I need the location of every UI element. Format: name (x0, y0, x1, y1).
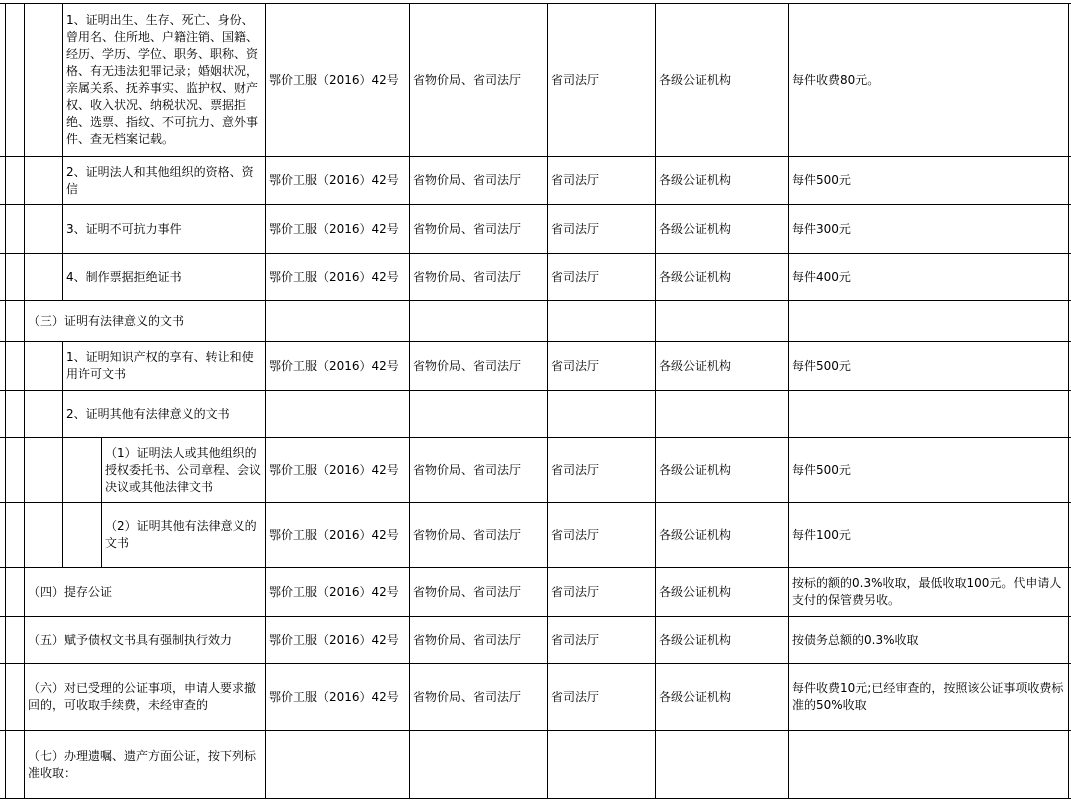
basis-cell (266, 617, 409, 663)
collector-cell (656, 503, 788, 567)
pricing-dept-cell (410, 254, 547, 300)
standard-cell (789, 342, 1068, 390)
item-cell (102, 438, 265, 502)
pricing-dept-cell (410, 664, 547, 730)
basis-cell (266, 664, 409, 730)
item-cell (63, 157, 265, 204)
pricing-dept-text: 省物价局、省司法厅 (413, 173, 522, 187)
item-text: （1）证明法人或其他组织的授权委托书、公司章程、会议决议或其他法律文书 (105, 445, 262, 494)
standard-cell (789, 4, 1068, 156)
basis-text: 鄂价工服（2016）42号 (269, 173, 399, 187)
supervisor-text: 省司法厅 (551, 269, 600, 284)
basis-text: 鄂价工服（2016）42号 (269, 269, 399, 284)
item-cell (63, 10, 265, 150)
item-cell (102, 503, 265, 567)
supervisor-text: 省司法厅 (551, 72, 600, 87)
item-text: 1、证明出生、生存、死亡、身份、曾用名、住所地、户籍注销、国籍、经历、学历、学位、职务、职称、资格、有无违法犯罪记录；婚姻状况，亲属关系、抚养事实、监护权、财产权、收入状况、纳税状况、票据拒绝、选票、指纹、不可抗力、意外事件、查无档案记载。 (66, 13, 259, 146)
pricing-dept-cell (410, 157, 547, 204)
pricing-dept-text: 省物价局、省司法厅 (413, 269, 522, 284)
supervisor-text: 省司法厅 (551, 632, 600, 647)
standard-text: 每件300元 (792, 221, 851, 236)
collector-text: 各级公证机构 (659, 358, 732, 373)
row-border (0, 798, 1071, 799)
collector-text: 各级公证机构 (659, 173, 732, 187)
basis-text: 鄂价工服（2016）42号 (269, 221, 399, 236)
pricing-dept-text: 省物价局、省司法厅 (413, 72, 522, 87)
basis-text: 鄂价工服（2016）42号 (269, 462, 399, 477)
basis-cell (266, 254, 409, 300)
collector-text: 各级公证机构 (659, 689, 732, 704)
item-cell (63, 254, 265, 300)
supervisor-cell (548, 4, 655, 156)
basis-text: 鄂价工服（2016）42号 (269, 72, 399, 87)
collector-text: 各级公证机构 (659, 72, 732, 87)
item-text: （六）对已受理的公证事项，申请人要求撤回的，可收取手续费，未经审查的 (28, 681, 257, 712)
basis-cell (266, 4, 409, 156)
item-text: （五）赋予债权文书具有强制执行效力 (28, 632, 233, 647)
standard-cell (789, 254, 1068, 300)
collector-cell (656, 205, 788, 253)
collector-text: 各级公证机构 (659, 584, 732, 599)
basis-text: 鄂价工服（2016）42号 (269, 689, 399, 704)
pricing-dept-text: 省物价局、省司法厅 (413, 689, 522, 704)
collector-cell (656, 438, 788, 502)
supervisor-cell (548, 254, 655, 300)
section-heading (25, 731, 265, 798)
basis-cell (266, 342, 409, 390)
basis-cell (266, 568, 409, 616)
supervisor-text: 省司法厅 (551, 358, 600, 373)
collector-cell (656, 157, 788, 204)
collector-cell (656, 664, 788, 730)
standard-cell (789, 568, 1068, 616)
standard-cell (789, 503, 1068, 567)
item-cell (63, 342, 265, 390)
basis-cell (266, 205, 409, 253)
supervisor-text: 省司法厅 (551, 584, 600, 599)
pricing-dept-cell (410, 617, 547, 663)
item-text: （四）提存公证 (28, 584, 113, 599)
pricing-dept-cell (410, 342, 547, 390)
standard-cell (789, 438, 1068, 502)
section-heading (25, 301, 265, 341)
basis-text: 鄂价工服（2016）42号 (269, 358, 399, 373)
collector-text: 各级公证机构 (659, 632, 732, 647)
pricing-dept-cell (410, 205, 547, 253)
collector-cell (656, 568, 788, 616)
basis-cell (266, 438, 409, 502)
pricing-dept-text: 省物价局、省司法厅 (413, 358, 522, 373)
standard-text: 每件收费10元;已经审查的，按照该公证事项收费标准的50%收取 (792, 681, 1064, 712)
item-text: 1、证明知识产权的享有、转让和使用许可文书 (66, 350, 254, 381)
supervisor-cell (548, 617, 655, 663)
standard-text: 每件500元 (792, 462, 851, 477)
item-text: 2、证明法人和其他组织的资格、资信 (66, 164, 254, 196)
pricing-dept-cell (410, 503, 547, 567)
supervisor-text: 省司法厅 (551, 527, 600, 542)
supervisor-text: 省司法厅 (551, 221, 600, 236)
item-text: 3、证明不可抗力事件 (66, 221, 182, 236)
standard-text: 每件400元 (792, 269, 851, 284)
collector-text: 各级公证机构 (659, 462, 732, 477)
standard-cell (789, 157, 1068, 204)
collector-text: 各级公证机构 (659, 269, 732, 284)
standard-text: 每件500元 (792, 358, 851, 373)
pricing-dept-text: 省物价局、省司法厅 (413, 584, 522, 599)
item-text: 4、制作票据拒绝证书 (66, 269, 182, 284)
supervisor-cell (548, 205, 655, 253)
standard-text: 每件收费80元。 (792, 72, 880, 87)
subsection-heading (63, 391, 265, 437)
pricing-dept-text: 省物价局、省司法厅 (413, 632, 522, 647)
collector-text: 各级公证机构 (659, 527, 732, 542)
standard-text: 按标的额的0.3%收取，最低收取100元。代申请人支付的保管费另收。 (792, 576, 1062, 607)
collector-cell (656, 617, 788, 663)
pricing-dept-text: 省物价局、省司法厅 (413, 462, 522, 477)
section-heading-text: （七）办理遗嘱、遗产方面公证，按下列标准收取： (28, 748, 257, 780)
basis-text: 鄂价工服（2016）42号 (269, 584, 399, 599)
collector-cell (656, 342, 788, 390)
standard-cell (789, 617, 1068, 663)
item-text: （2）证明其他有法律意义的文书 (105, 519, 257, 550)
standard-cell (789, 205, 1068, 253)
column-border (5, 3, 6, 799)
standard-cell (789, 664, 1068, 730)
collector-cell (656, 254, 788, 300)
pricing-dept-cell (410, 438, 547, 502)
section-item-cell (25, 568, 265, 616)
pricing-dept-cell (410, 4, 547, 156)
supervisor-cell (548, 342, 655, 390)
collector-text: 各级公证机构 (659, 221, 732, 236)
standard-text: 每件500元 (792, 173, 851, 187)
standard-text: 每件100元 (792, 527, 851, 542)
column-border (1068, 3, 1069, 799)
supervisor-cell (548, 157, 655, 204)
pricing-dept-text: 省物价局、省司法厅 (413, 527, 522, 542)
section-item-cell (25, 617, 265, 663)
section-item-cell (25, 664, 265, 730)
item-cell (63, 205, 265, 253)
basis-cell (266, 503, 409, 567)
basis-text: 鄂价工服（2016）42号 (269, 632, 399, 647)
supervisor-cell (548, 664, 655, 730)
subsection-heading-text: 2、证明其他有法律意义的文书 (66, 406, 230, 421)
supervisor-text: 省司法厅 (551, 689, 600, 704)
supervisor-text: 省司法厅 (551, 173, 600, 187)
standard-text: 按债务总额的0.3%收取 (792, 632, 919, 647)
pricing-dept-cell (410, 568, 547, 616)
supervisor-cell (548, 503, 655, 567)
supervisor-text: 省司法厅 (551, 462, 600, 477)
section-heading-text: （三）证明有法律意义的文书 (28, 313, 185, 328)
collector-cell (656, 4, 788, 156)
basis-cell (266, 157, 409, 204)
basis-text: 鄂价工服（2016）42号 (269, 527, 399, 542)
supervisor-cell (548, 438, 655, 502)
pricing-dept-text: 省物价局、省司法厅 (413, 221, 522, 236)
supervisor-cell (548, 568, 655, 616)
